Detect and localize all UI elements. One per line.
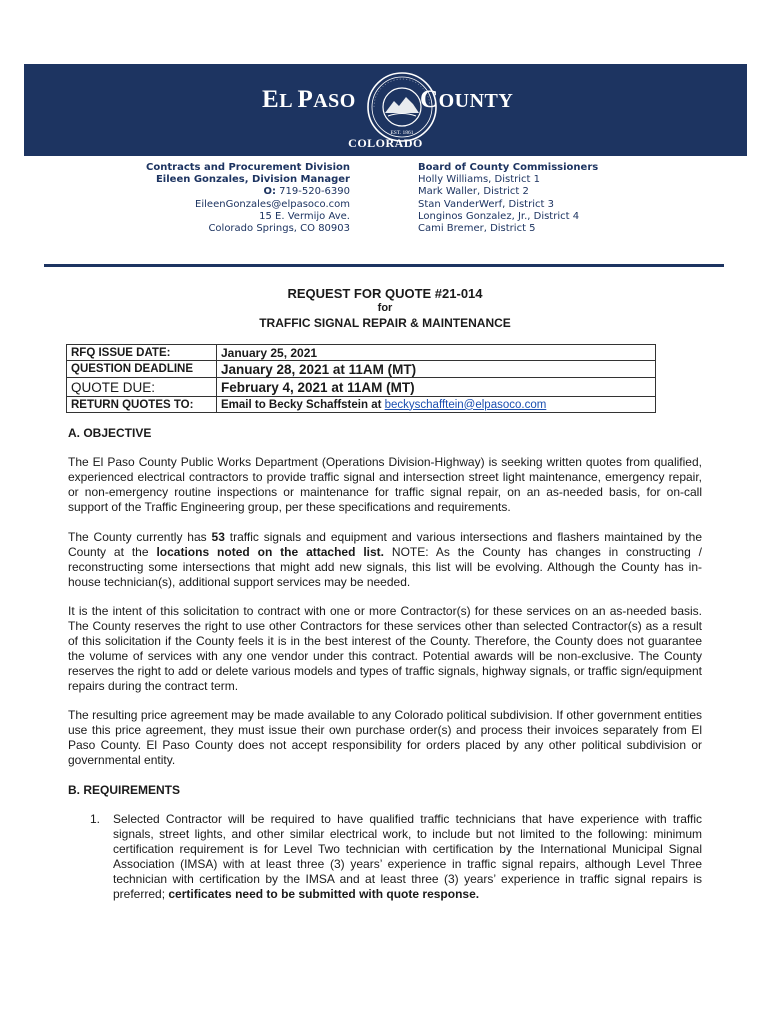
text-run-bold: locations noted on the attached list. (156, 545, 385, 560)
brand-letters: OUNTY (438, 90, 514, 112)
table-label: QUESTION DEADLINE (67, 361, 217, 378)
table-label: QUOTE DUE: (67, 378, 217, 397)
state-name: COLORADO (348, 136, 423, 150)
procurement-contact-block (90, 162, 350, 235)
signal-count: 53 (211, 530, 225, 544)
table-row (67, 378, 656, 397)
objective-paragraph-4: The resulting price agreement may be made available to any Colorado political subdivision. If other government entities use this price agreement, they must issue their own purchase order(s) and process their invoices separately from El Paso County. El Paso County does not accept responsibility for orders placed by any other political subdivision or governmental entity. (68, 708, 702, 768)
phone-line (90, 186, 350, 198)
text-run: NOTE: As the County has changes in constructing / reconstructing some intersections that might add new signals, this list will be evolving. Although the County has in-house technician(s), additional support services may be needed. (68, 545, 703, 590)
contact-email: EileenGonzales@elpasoco.com (195, 198, 350, 210)
seal-est-text: EST. 1861 (390, 130, 414, 136)
address-line-1: 15 E. Vermijo Ave. (259, 210, 350, 222)
text-run-bold: certificates need to be submitted with quote response. (168, 887, 480, 902)
title-connector: for (377, 302, 393, 314)
board-title: Board of County Commissioners (418, 162, 599, 173)
table-row (67, 361, 656, 378)
commissioner: Holly Williams, District 1 (418, 174, 540, 186)
requirement-item-1 (90, 812, 702, 903)
return-instructions: Email to Becky Schaffstein at (221, 398, 385, 411)
division-name: Contracts and Procurement Division (146, 162, 350, 173)
commissioner: Mark Waller, District 2 (418, 186, 529, 198)
division-manager: Eileen Gonzales, Division Manager (155, 174, 350, 186)
objective-paragraph-1: The El Paso County Public Works Department (Operations Division-Highway) is seeking written quotes from qualified, experienced electrical contractors to provide traffic signal and intersection street light maintenance, emergency repair, or non-emergency routine inspections or maintenance for traffic signal repair, on an as-needed basis, for on-call support of the Traffic Engineering group, per these specifications and requirements. (68, 455, 702, 515)
commissioner: Longinos Gonzalez, Jr., District 4 (418, 210, 580, 222)
brand-county (420, 86, 513, 115)
text-run: The County currently has (68, 530, 212, 544)
table-label: RFQ ISSUE DATE: (67, 345, 217, 361)
brand-letters: L (279, 90, 298, 112)
table-value (217, 397, 656, 413)
objective-paragraph-2 (68, 530, 702, 590)
text-run: Selected Contractor will be required to have qualified traffic technicians that have experience with traffic signals, street lights, and other similar electrical work, to include but not limited to the following: minimum certification requirement is for Level Two technician with certification by the International Municipal Signal Association (IMSA) with at least three (3) years’ experience in traffic signal repairs, although Level Three technician with certification by the IMSA and at least three (3) years’ experience in traffic signal repairs is preferred; (113, 812, 702, 902)
address-line-2: Colorado Springs, CO 80903 (208, 223, 350, 235)
commissioners-block (418, 162, 718, 235)
document-subtitle: TRAFFIC SIGNAL REPAIR & MAINTENANCE (259, 316, 511, 330)
table-row (67, 397, 656, 413)
text-run: traffic signals and equipment and various intersections and flashers maintained by the County at the (68, 530, 702, 560)
table-label: RETURN QUOTES TO: (67, 397, 217, 413)
document-title: REQUEST FOR QUOTE #21-014 (287, 286, 483, 301)
brand-letter: P (297, 86, 314, 113)
brand-el-paso (262, 86, 356, 115)
phone-label: O: (263, 186, 276, 198)
table-value: January 28, 2021 at 11AM (MT) (217, 361, 656, 378)
table-value: January 25, 2021 (217, 345, 656, 361)
return-email-link[interactable]: beckyschafftein@elpasoco.com (384, 398, 547, 411)
section-a-heading: A. OBJECTIVE (68, 426, 152, 440)
list-number: 1. (90, 812, 101, 826)
brand-letter: C (420, 86, 439, 113)
commissioner: Cami Bremer, District 5 (418, 223, 536, 235)
table-row (67, 345, 656, 361)
objective-paragraph-3: It is the intent of this solicitation to contract with one or more Contractor(s) for these services on an as-needed basis. The County reserves the right to use other Contractors for these services other than selected Contractor(s) as a result of this solicitation if the County feels it is in the best interest of the County. Therefore, the County does not guarantee the volume of services with any one vendor under this contract. Potential awards will be non-exclusive. The County reserves the right to add or delete various models and types of traffic signals, highway signals, or traffic sign/equipment repairs during the contract term. (68, 604, 702, 694)
phone-number: 719-520-6390 (279, 186, 350, 198)
rfq-details-table (66, 344, 656, 413)
brand-letters: ASO (313, 90, 356, 112)
brand-letter: E (262, 86, 280, 113)
header-divider (44, 264, 724, 267)
table-value: February 4, 2021 at 11AM (MT) (217, 378, 656, 397)
commissioner: Stan VanderWerf, District 3 (418, 198, 554, 210)
list-text (113, 812, 702, 903)
county-header-banner (24, 64, 747, 156)
section-b-heading: B. REQUIREMENTS (68, 783, 181, 797)
